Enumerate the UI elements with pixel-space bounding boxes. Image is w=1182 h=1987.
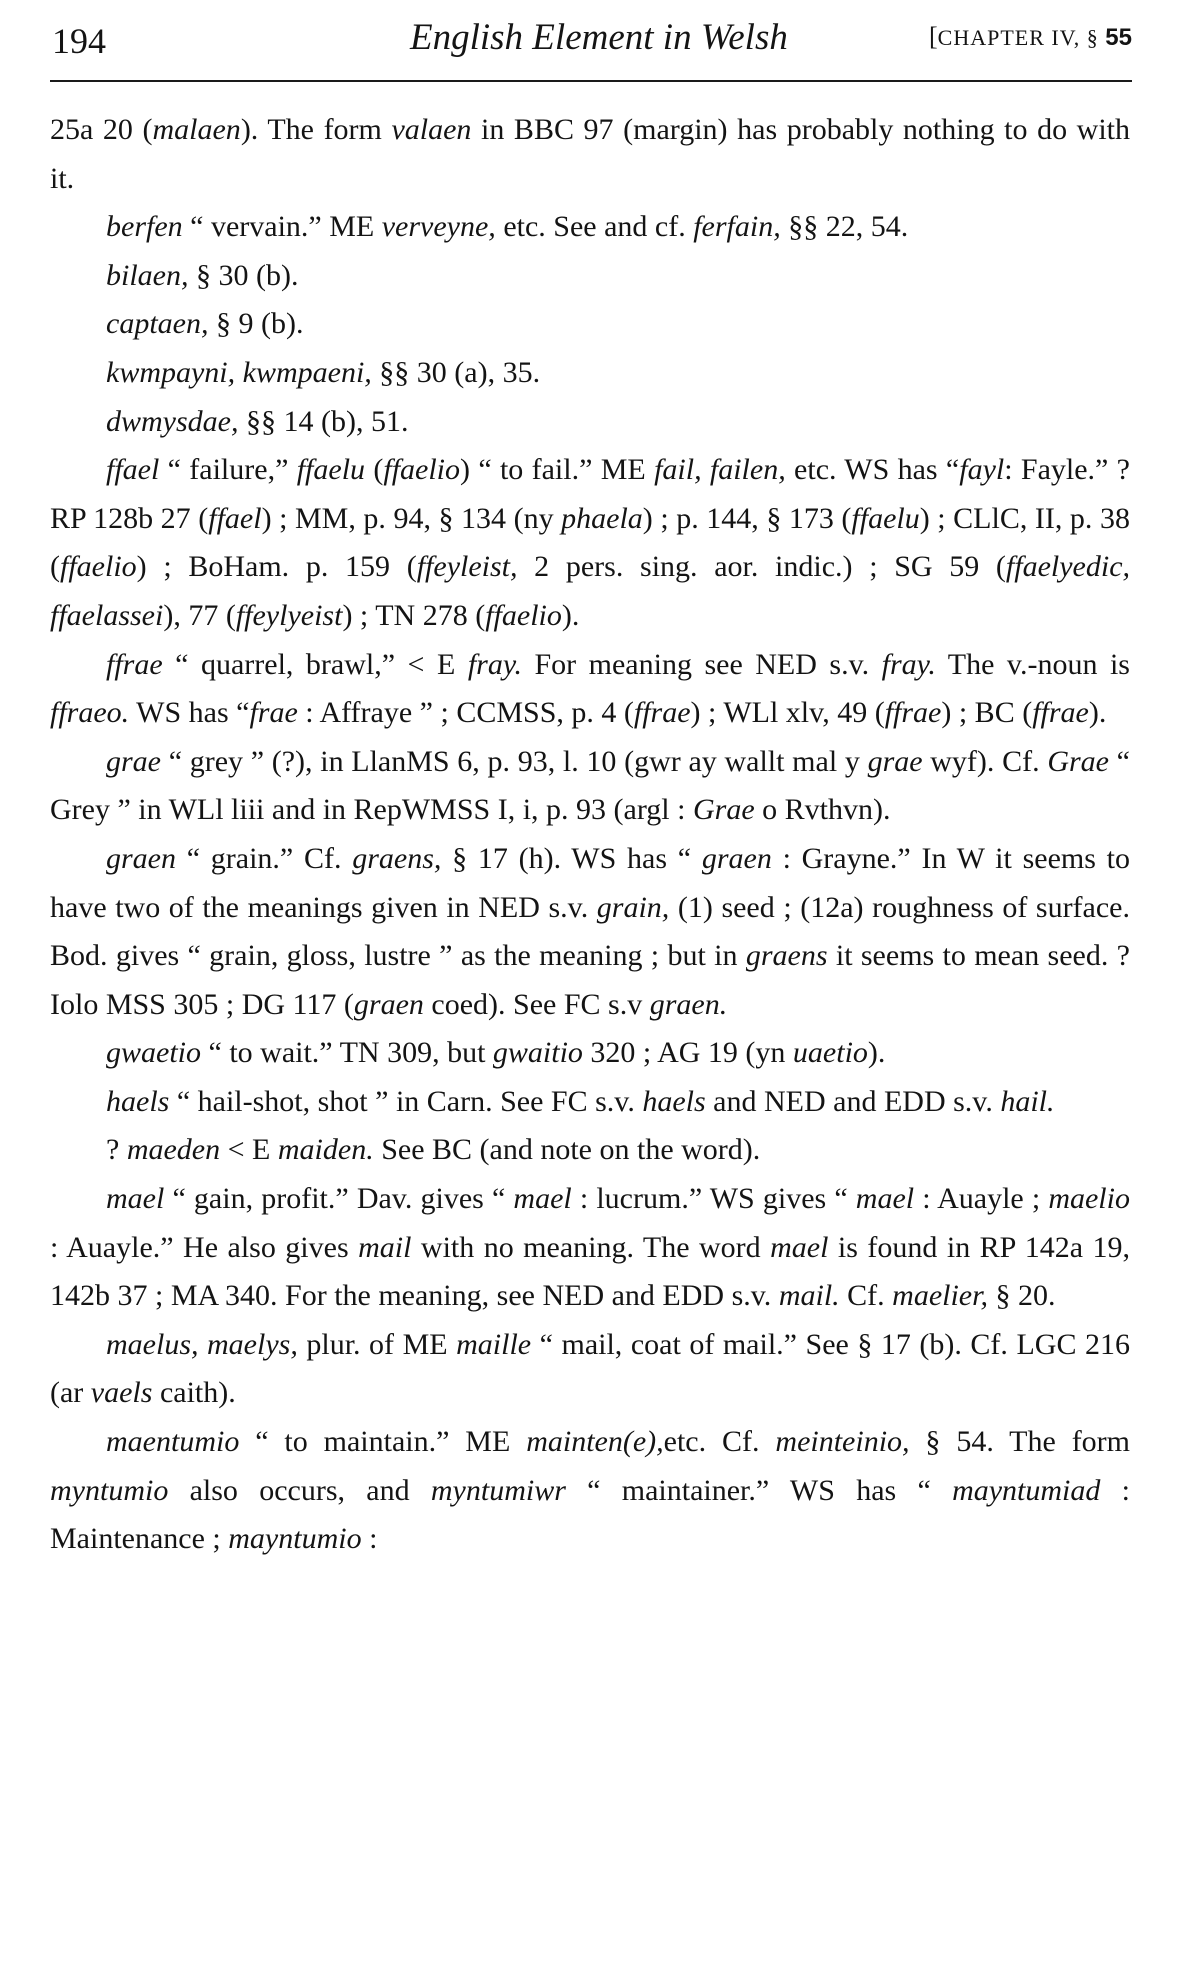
italic-term: ffeylyeist (235, 598, 343, 632)
entry-text: and NED and EDD s.v. (705, 1084, 1001, 1118)
running-header (50, 14, 1132, 62)
italic-term: mainten(e), (526, 1425, 664, 1459)
italic-term: grae (106, 744, 161, 778)
entry-text: is found in RP 142a 19, 142b 37 ; MA 340. For the meaning, see NED and EDD s.v. (50, 1230, 1131, 1313)
italic-term: Grae (1047, 744, 1109, 778)
entry-text: “ hail-shot, shot ” in Carn. See FC s.v. (169, 1084, 643, 1118)
entry-text: ). The form (240, 113, 392, 146)
entry-text: For meaning see NED s.v. (521, 647, 882, 681)
dictionary-entry (50, 446, 1130, 640)
italic-term: grain, (596, 890, 670, 924)
entry-text: ) ; MM, p. 94, § 134 (ny (261, 501, 562, 535)
italic-term: valaen (391, 113, 472, 146)
chapter-label: CHAPTER IV, § (937, 25, 1099, 50)
entry-text: “ vervain.” ME (182, 210, 382, 244)
entry-text: § 20. (987, 1279, 1056, 1313)
italic-term: maelier, (892, 1279, 988, 1313)
entry-text: 2 pers. sing. aor. indic.) ; SG 59 ( (517, 550, 1006, 584)
entry-text: “ to wait.” TN 309, but (201, 1036, 493, 1070)
dictionary-entry (50, 203, 1130, 252)
italic-term: mael (770, 1230, 829, 1264)
italic-term: graen (353, 987, 424, 1021)
dictionary-entry (50, 349, 1130, 398)
header-rule (50, 80, 1132, 82)
entry-text: § 30 (b). (188, 258, 299, 292)
italic-term: ffrae (1032, 696, 1089, 730)
entry-text: : Maintenance ; (50, 1473, 1131, 1556)
italic-term: myntumiwr (430, 1473, 566, 1507)
italic-term: ffaelu (296, 453, 366, 487)
entry-text: “ grain.” Cf. (176, 841, 353, 875)
dictionary-entry (50, 1078, 1130, 1127)
italic-term: ffaelio (60, 550, 137, 584)
italic-term: mayntumio (228, 1522, 362, 1556)
dictionary-entry (50, 738, 1130, 835)
entry-text: §§ 30 (a), 35. (371, 355, 541, 389)
italic-term: hail. (1000, 1084, 1055, 1118)
italic-term: ffaelio (485, 598, 562, 632)
italic-term: graen (106, 841, 176, 875)
italic-term: maelio (1048, 1182, 1130, 1216)
italic-term: captaen, (106, 307, 209, 341)
italic-term: mail. (778, 1279, 840, 1313)
chapter-bracket: [ (929, 22, 938, 51)
italic-term: vaels (90, 1376, 153, 1410)
italic-term: phaela (561, 501, 643, 535)
chapter-reference (929, 22, 1132, 52)
entry-text: 320 ; AG 19 (yn (582, 1036, 793, 1070)
page-number: 194 (52, 21, 106, 61)
italic-term: graens, (352, 841, 442, 875)
italic-term: fray. (881, 647, 936, 681)
entry-text: : Auayle.” He also gives (50, 1230, 359, 1264)
italic-term: malaen (152, 113, 241, 146)
italic-term: Grae (692, 793, 755, 827)
entry-text: ). (1088, 696, 1107, 730)
entry-text: ) ; WLl xlv, 49 ( (690, 696, 885, 730)
italic-term: mael (106, 1182, 165, 1216)
italic-term: ffrae (884, 696, 942, 730)
italic-term: maille (456, 1327, 532, 1361)
entry-text: Cf. (839, 1279, 893, 1313)
entry-text: § 17 (h). WS has “ (441, 841, 702, 875)
italic-term: gwaetio (106, 1036, 201, 1070)
entry-text: coed). See FC s.v (423, 987, 650, 1021)
entry-text: “ to maintain.” ME (239, 1425, 527, 1459)
entry-text: §§ 14 (b), 51. (238, 404, 409, 438)
italic-term: ffaelio (383, 453, 461, 487)
entry-text: < E (220, 1133, 278, 1167)
dictionary-entry (50, 252, 1130, 301)
italic-term: ffeyleist, (416, 550, 518, 584)
entry-text: “ maintainer.” WS has “ (565, 1473, 953, 1507)
entry-text: it seems to mean seed. ? Iolo MSS 305 ; DG 117 ( (50, 939, 1130, 1021)
entry-text: §§ 22, 54. (780, 210, 909, 244)
dictionary-entry (50, 1321, 1130, 1418)
entry-text: : Fayle.” ? RP 128b 27 ( (50, 453, 1130, 535)
entry-text: also occurs, and (168, 1473, 431, 1507)
italic-term: ffaelyedic, ffaelassei (50, 550, 1131, 632)
entry-text: o Rvthvn). (754, 793, 891, 827)
italic-term: gwaitio (492, 1036, 583, 1070)
entry-text: 25a 20 ( (50, 113, 153, 146)
italic-term: bilaen, (106, 258, 189, 292)
entry-text: ). (561, 598, 580, 632)
entry-text: : lucrum.” WS gives “ (571, 1182, 856, 1216)
italic-term: graen. (649, 987, 728, 1021)
italic-term: uaetio (792, 1036, 868, 1070)
entry-text: “ mail, coat of mail.” See § 17 (b). Cf. LGC 216 (ar (50, 1327, 1130, 1410)
entry-text: WS has “ (129, 696, 250, 730)
italic-term: mail (358, 1230, 412, 1264)
italic-term: meinteinio, (775, 1425, 910, 1459)
italic-term: haels (106, 1084, 170, 1118)
italic-term: maentumio (106, 1425, 240, 1459)
entry-text: “ grey ” (?), in LlanMS 6, p. 93, l. 10 (gwr ay wallt mal y (161, 744, 868, 778)
italic-term: kwmpayni, kwmpaeni, (106, 355, 372, 389)
entry-text: ) ; p. 144, § 173 ( (642, 501, 852, 535)
italic-term: ffrae (633, 696, 691, 730)
italic-term: ffael (208, 501, 262, 535)
dictionary-entry (50, 835, 1130, 1029)
dictionary-entry (50, 1418, 1130, 1564)
entry-text: ) “ to fail.” ME (460, 453, 655, 487)
italic-term: mael (855, 1182, 915, 1216)
entry-text: etc. WS has “ (785, 453, 960, 487)
section-number: 55 (1105, 24, 1132, 51)
italic-term: frae (249, 696, 298, 730)
italic-term: fail, failen, (654, 453, 786, 487)
italic-term: mayntumiad (952, 1473, 1101, 1507)
entry-text: ) ; TN 278 ( (342, 598, 486, 632)
entry-text: etc. See and cf. (495, 210, 694, 244)
entry-text: etc. Cf. (663, 1425, 776, 1459)
entry-text: “ gain, profit.” Dav. gives “ (164, 1182, 514, 1216)
entry-text: with no meaning. The word (411, 1230, 771, 1264)
entry-text: caith). (152, 1376, 236, 1410)
italic-term: maiden. (277, 1133, 374, 1167)
italic-term: ferfain, (693, 210, 781, 244)
entry-text: : (361, 1522, 378, 1556)
entry-text: § 9 (b). (208, 307, 304, 341)
dictionary-entry (50, 641, 1130, 738)
entry-text: ), 77 ( (163, 598, 236, 632)
entry-text: § 54. The form (909, 1425, 1131, 1459)
entry-text: (1) seed ; (12a) roughness of surface. Bod. gives “ grain, gloss, lustre ” as the meaning ; but in (50, 890, 1130, 973)
entry-text: plur. of ME (297, 1327, 457, 1361)
dictionary-entry (50, 1175, 1130, 1321)
dictionary-entry (50, 398, 1130, 447)
dictionary-entry (50, 1029, 1130, 1078)
dictionary-entry (50, 1126, 1130, 1175)
italic-term: graen (701, 841, 772, 875)
entry-text: : Grayne.” In W it seems to have two of the meanings given in NED s.v. (50, 841, 1130, 924)
italic-term: fray. (467, 647, 522, 681)
entry-text: wyf). Cf. (922, 744, 1048, 778)
italic-term: graens (745, 939, 828, 973)
italic-term: dwmysdae, (106, 404, 239, 438)
italic-term: mael (513, 1182, 572, 1216)
italic-term: myntumio (50, 1473, 169, 1507)
entry-text: ) ; CLlC, II, p. 38 ( (50, 501, 1130, 584)
entry-text: “ failure,” (159, 453, 297, 487)
entry-text: : Auayle ; (914, 1182, 1049, 1216)
entry-text: See BC (and note on the word). (373, 1133, 761, 1167)
italic-term: ffael (106, 453, 160, 487)
continued-paragraph (50, 106, 1130, 203)
entry-text: in BBC 97 (margin) has probably nothing to do with it. (50, 113, 1131, 195)
entry-text: The v.-noun is (935, 647, 1130, 681)
dictionary-body (50, 106, 1130, 1564)
entry-text: : Affraye ” ; CCMSS, p. 4 ( (297, 696, 634, 730)
entry-text: ) ; BoHam. p. 159 ( (136, 550, 417, 584)
italic-term: ffaelu (851, 501, 920, 535)
italic-term: ffrae (106, 647, 163, 681)
dictionary-entry (50, 300, 1130, 349)
italic-term: maeden (126, 1133, 221, 1167)
entry-text: ) ; BC ( (941, 696, 1033, 730)
italic-term: ffraeo. (50, 696, 130, 730)
entry-text: ). (867, 1036, 886, 1070)
italic-term: berfen (106, 210, 183, 244)
italic-term: maelus, maelys, (106, 1327, 298, 1361)
italic-term: haels (642, 1084, 706, 1118)
italic-term: grae (867, 744, 923, 778)
entry-text: ? (106, 1133, 127, 1167)
italic-term: fayl (959, 453, 1005, 487)
entry-text: ( (365, 453, 384, 487)
entry-text: “ quarrel, brawl,” < E (162, 647, 468, 681)
entry-text: “ Grey ” in WLl liii and in RepWMSS I, i, p. 93 (argl : (50, 744, 1130, 827)
book-title: English Element in Welsh (410, 17, 788, 58)
italic-term: verveyne, (381, 210, 496, 244)
